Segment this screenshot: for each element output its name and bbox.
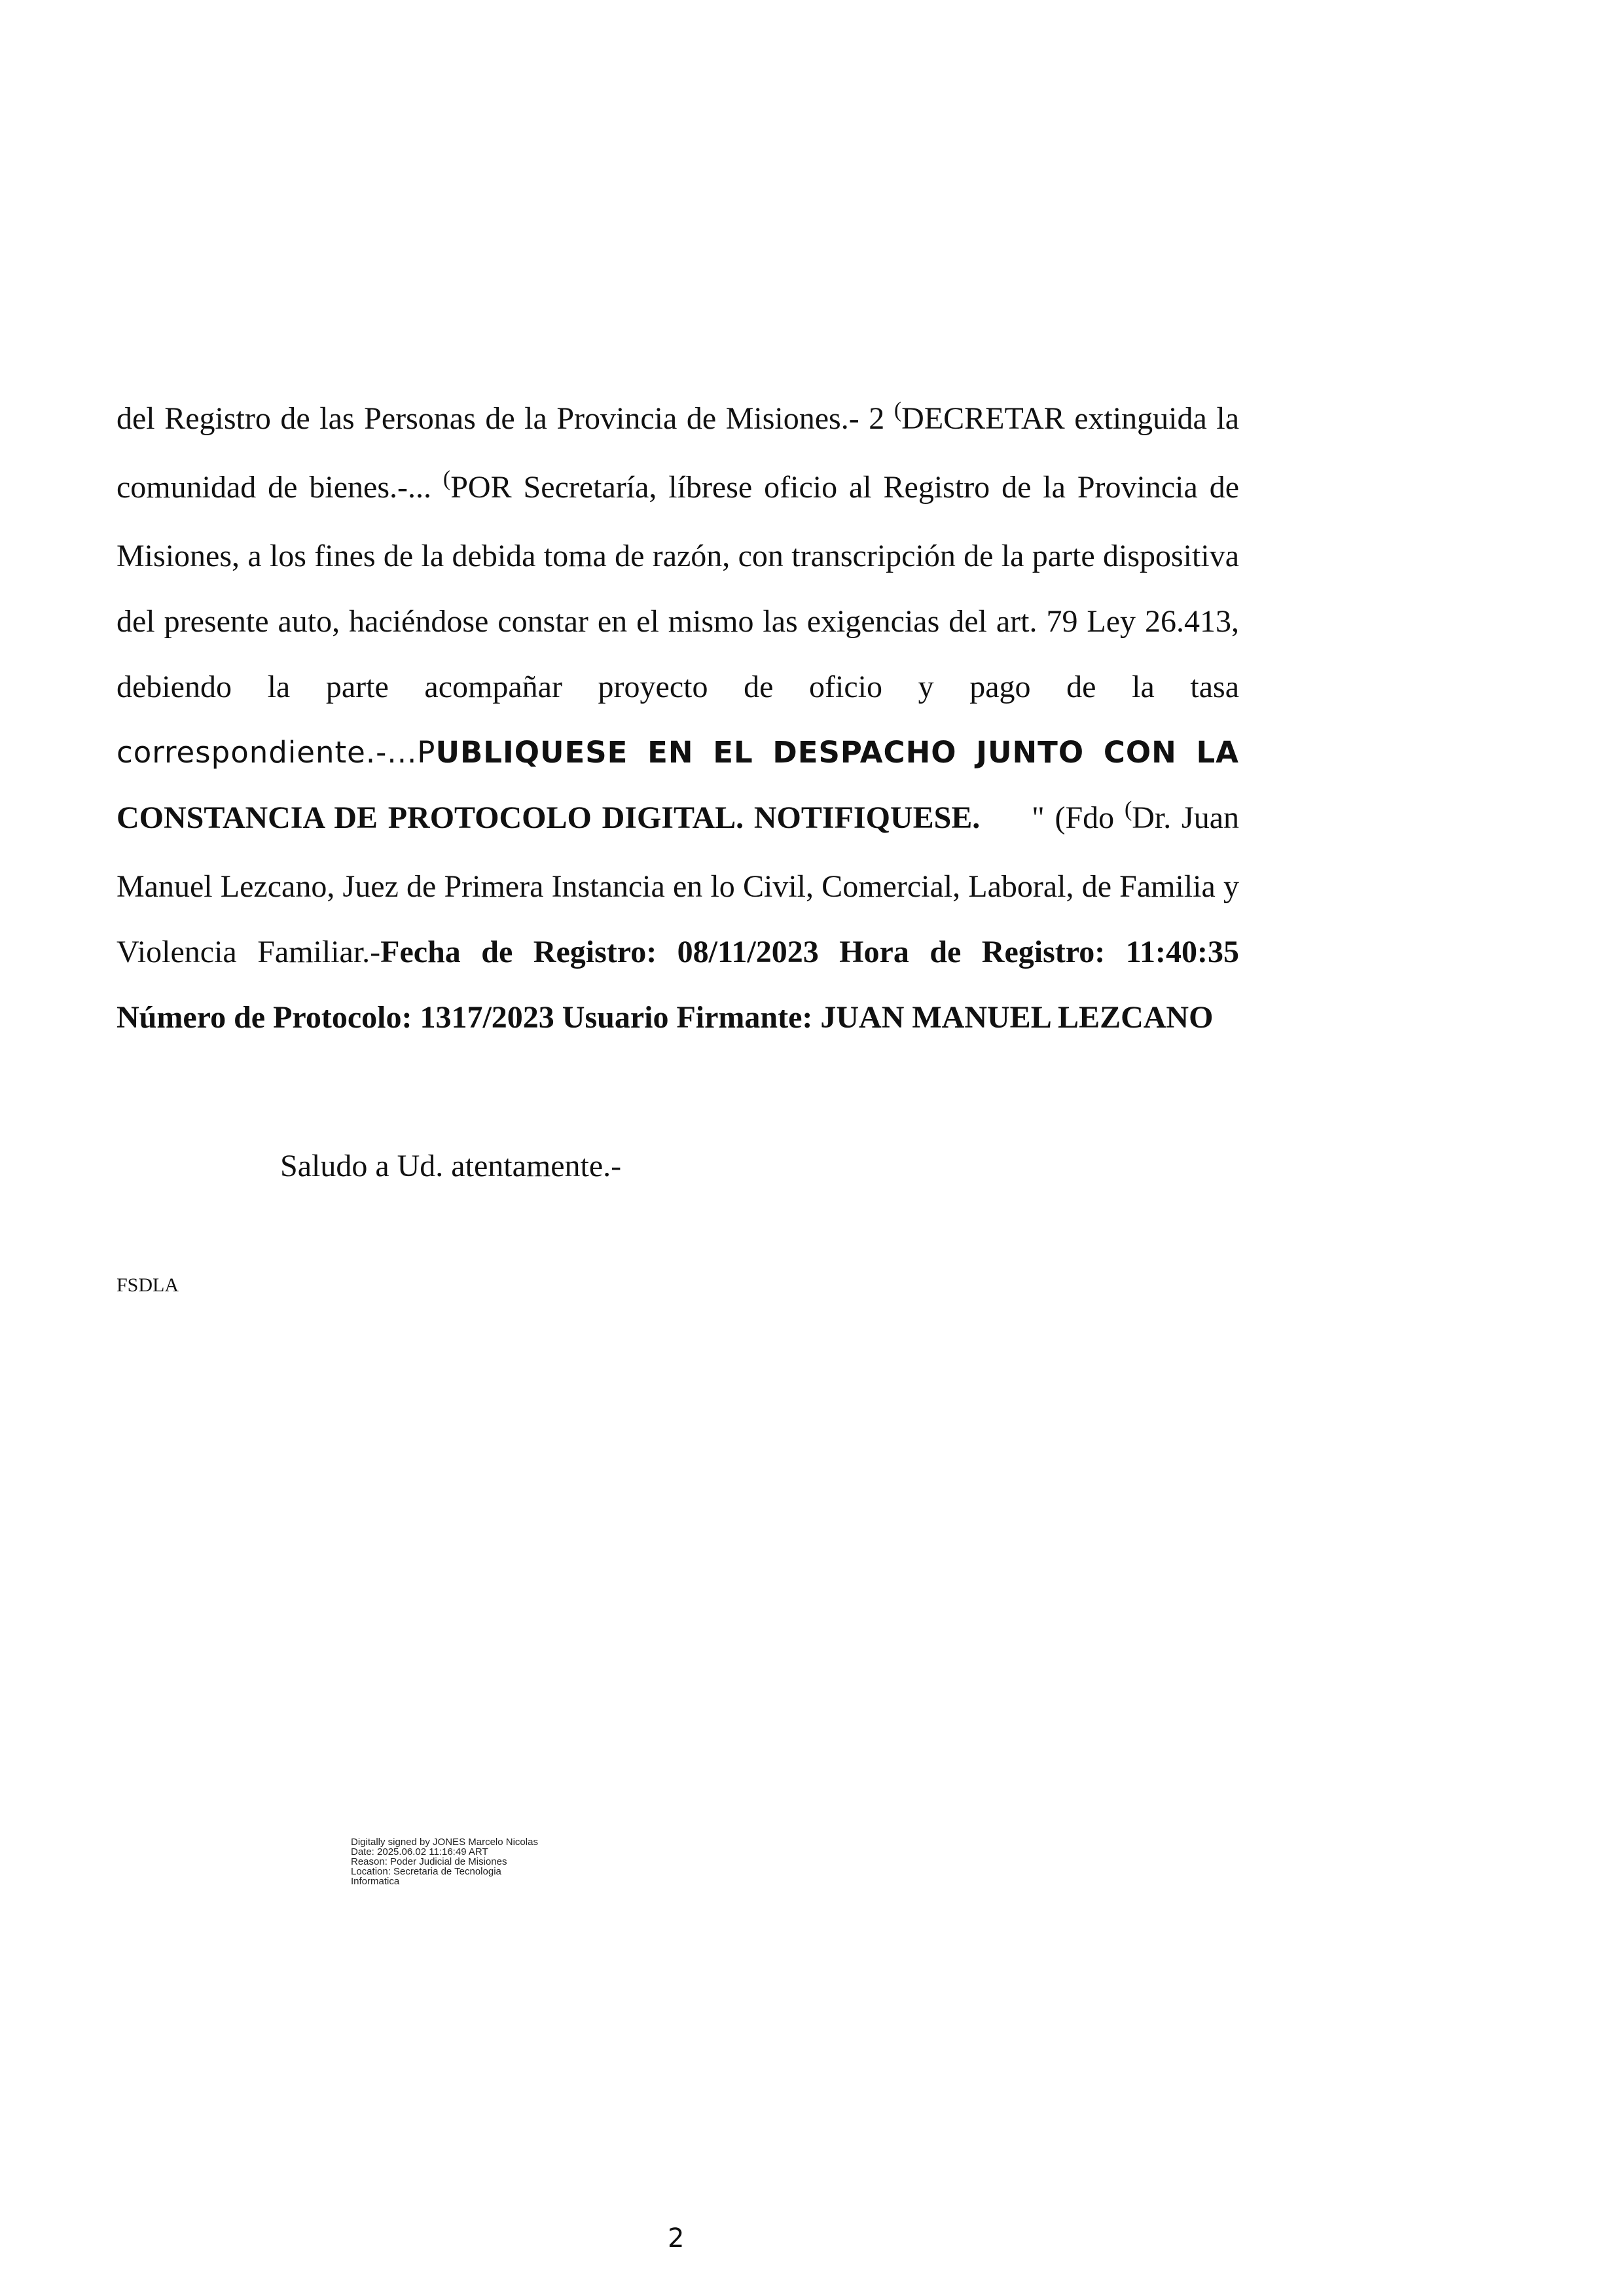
text-registration-data: Fecha de Registro: 08/11/2023 Hora de Registro: 11:40:35 Número de Protocolo: 1317/2023 Usuario Firmante: JUAN MANUEL LEZCANO [117,935,1240,1035]
signature-signer: Digitally signed by JONES Marcelo Nicolas [351,1837,538,1848]
text-registro-personas: del Registro de las Personas de la Provincia de Misiones.- 2 [117,401,894,436]
signature-date: Date: 2025.06.02 11:16:49 ART [351,1846,488,1857]
page-number: 2 [668,2223,685,2253]
text-judge: Dr. Juan Manuel Lezcano, Juez de Primera Instancia en lo Civil, Comercial, Laboral, de Familia y Violencia Familiar.- [117,800,1240,969]
signature-location: Location: Secretaria de Tecnologia [351,1866,501,1877]
resolution-text [117,386,1239,1050]
typist-initials: FSDLA [117,1274,179,1296]
text-correspondiente: correspondiente.-...P [117,735,436,770]
text-por-secretaria: POR Secretaría, líbrese oficio al Registro de la Provincia de Misiones, a los fines de la debida toma de razón, con transcripción de la parte dispositiva del presente auto, haciéndose constar en el mismo las exigencias del art. 79 Ley 26.413, debiendo la parte acompañar proyecto de oficio y pago de la tasa [117,470,1239,704]
parenthesis-mark: ( [893,398,902,422]
closing-greeting: Saludo a Ud. atentamente.- [280,1149,622,1183]
signature-location-cont: Informatica [351,1876,400,1887]
parenthesis-mark: ( [442,467,451,491]
signature-reason: Reason: Poder Judicial de Misiones [351,1856,507,1867]
parenthesis-mark: ( [1124,797,1132,821]
text-fdo: " (Fdo [980,800,1125,835]
text-publiquese: UBLIQUESE EN EL DESPACHO JUNTO CON LA [435,735,1239,770]
text-constancia: CONSTANCIA DE PROTOCOLO DIGITAL. NOTIFIQUESE. [117,800,981,835]
digital-signature-block [351,1837,586,1886]
text-decretar: DECRETAR extinguida la comunidad de bienes.-... [117,401,1240,505]
